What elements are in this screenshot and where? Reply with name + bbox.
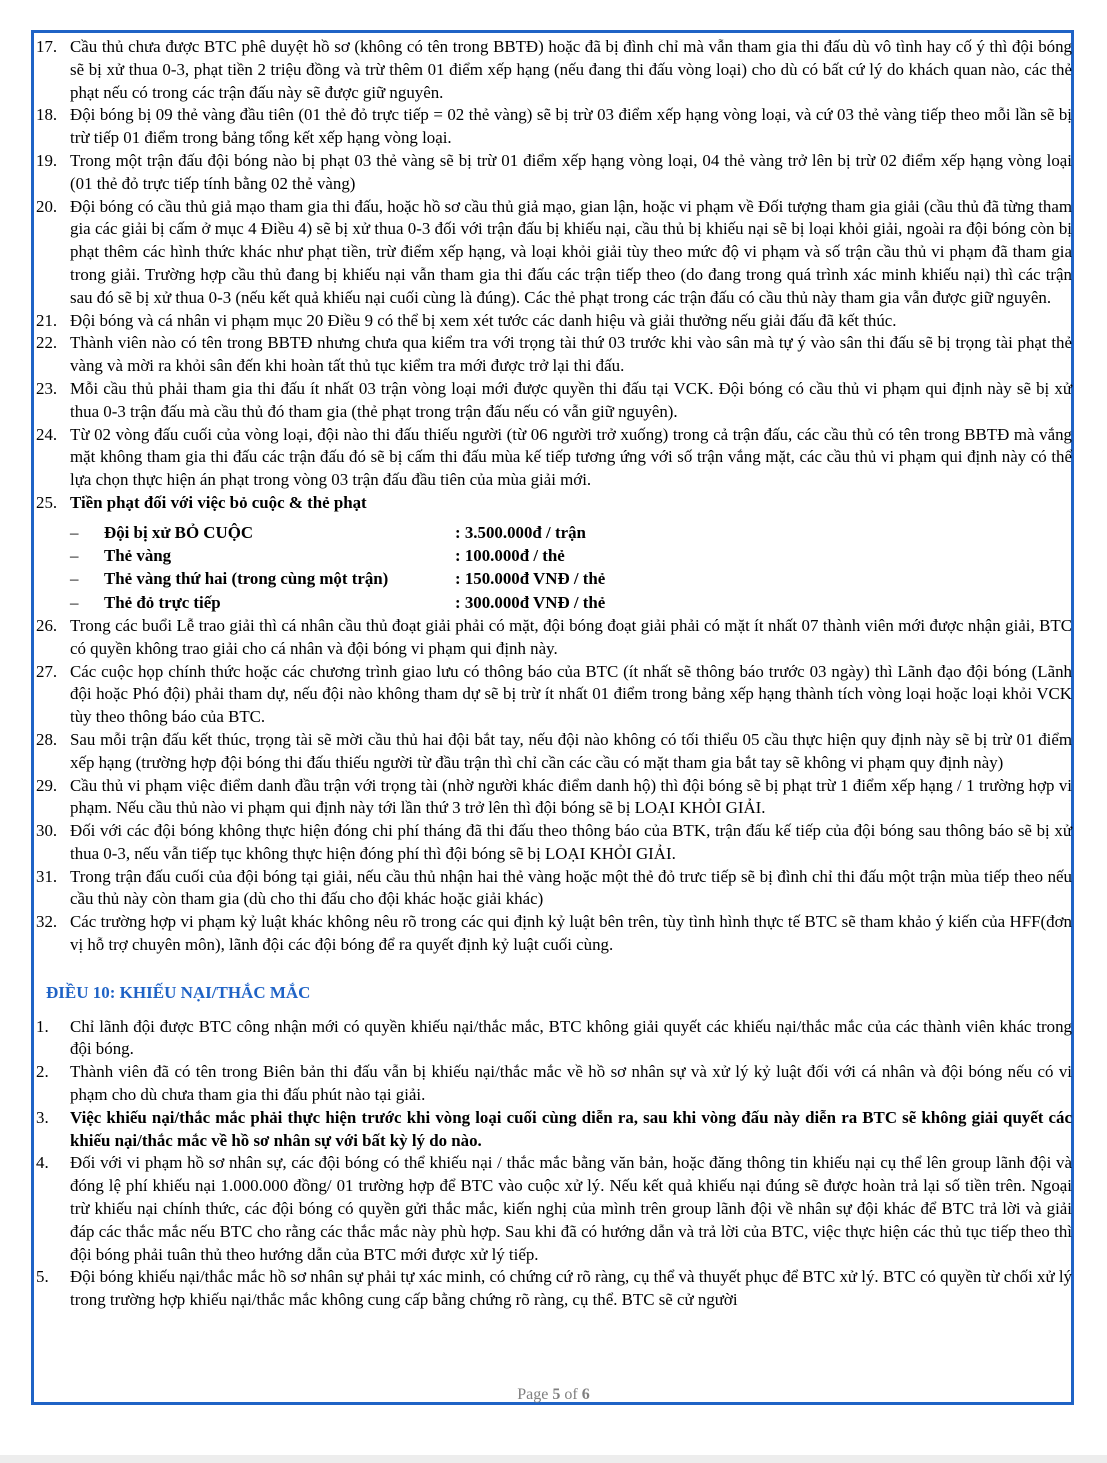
list-item: 19. Trong một trận đấu đội bóng nào bị phạt 03 thẻ vàng sẽ bị trừ 01 điểm xếp hạng vòng loại, 04 thẻ vàng trở lên bị trừ 02 điểm xếp hạng vòng loại (01 thẻ đỏ trực tiếp tính bằng 02 thẻ vàng) <box>36 150 1072 193</box>
page-word: Page <box>517 1386 549 1403</box>
list-item: 31. Trong trận đấu cuối của đội bóng tại giải, nếu cầu thủ nhận hai thẻ vàng hoặc một thẻ đỏ trưc tiếp sẽ bị đình chỉ thi đấu một trận mùa tiếp theo nếu cầu thủ này còn tham gia (dù cho thi đấu cho đội khác hoặc giải khác) <box>36 866 1072 909</box>
list-item: 30. Đối với các đội bóng không thực hiện đóng chi phí tháng đã thi đấu theo thông báo của BTK, trận đấu kế tiếp của đội bóng sau thông báo sẽ bị xử thua 0-3, nếu vẫn tiếp tục không thực hiện đóng phí thì đội bóng sẽ bị LOẠI KHỎI GIẢI. <box>36 821 1072 863</box>
list-item: 21. Đội bóng và cá nhân vi phạm mục 20 Điều 9 có thể bị xem xét tước các danh hiệu và giải thưởng nếu giải đấu đã kết thúc. <box>36 310 897 330</box>
list-item: 4. Đối với vi phạm hồ sơ nhân sự, các đội bóng có thể khiếu nại / thắc mắc bằng văn bản, hoặc đăng thông tin khiếu nại cụ thể lên group lãnh đội và đóng lệ phí khiếu nại 1.000.000 đồng/ 01 trường hợp để BTC vào cuộc xử lý. Nếu kết quả khiếu nại đúng sẽ được hoàn trả lại số tiền trên. Ngoại trừ khiếu nại chính thức, các đội bóng có quyền gửi thắc mắc, kiến nghị của mình trên group lãnh đội về nhân sự đội khác để BTC trả lời và giải đáp các thắc mắc nếu BTC cho rằng các thắc mắc này phù hợp. Sau khi đã có hướng dẫn và trả lời của BTC, việc thực hiện các thủ tục tiếp theo thì đội bóng phải tuân thủ theo hướng dẫn của BTC mới được xử lý tiếp. <box>36 1153 1072 1264</box>
list-item: 26. Trong các buổi Lễ trao giải thì cá nhân cầu thủ đoạt giải phải có mặt, đội bóng đoạt giải phải có mặt ít nhất 07 thành viên mới được nhận giải, BTC có quyền không trao giải cho cá nhân và đội bóng vi phạm qui định này. <box>36 615 1072 658</box>
page-total: 6 <box>581 1386 590 1403</box>
fine-row: – Thẻ đỏ trực tiếp : 300.000đ VNĐ / thẻ <box>70 592 606 612</box>
fine-row: – Thẻ vàng thứ hai (trong cùng một trận) : 150.000đ VNĐ / thẻ <box>70 569 606 589</box>
section-heading: ĐIỀU 10: KHIẾU NẠI/THẮC MẮC <box>46 982 311 1002</box>
list-item: 2. Thành viên đã có tên trong Biên bản thi đấu vẫn bị khiếu nại/thắc mắc về hồ sơ nhân sự và xử lý kỷ luật đối với cá nhân và đội bóng nếu có vi phạm cho dù chưa tham gia thi đấu phút nào tại giải. <box>36 1062 1072 1105</box>
rules-list-continued <box>36 615 1072 957</box>
list-item: 1. Chỉ lãnh đội được BTC công nhận mới có quyền khiếu nại/thắc mắc, BTC không giải quyết các khiếu nại/thắc mắc của các thành viên khác trong đội bóng. <box>36 1016 1072 1059</box>
page-footer <box>0 1386 1107 1404</box>
document-body <box>36 36 1072 1312</box>
viewer-bottom-strip <box>0 1455 1107 1463</box>
list-item: 20. Đội bóng có cầu thủ giả mạo tham gia thi đấu, hoặc hồ sơ cầu thủ giả mạo, gian lận, hoặc vi phạm về Đối tượng tham gia giải (cầu thủ đã từng tham gia các giải bị cấm ở mục 4 Điều 4) sẽ bị xử thua 0-3 đối với trận đấu bị khiếu nại, cầu thủ bị khiếu nại sẽ bị loại khỏi giải, ngoài ra đội bóng còn bị phạt thêm các hình thức khác như phạt tiền, trừ điểm xếp hạng, và loại khỏi giải tùy theo mức độ vi phạm và số trận cầu thủ vi phạm đã tham gia trong giải. Trường hợp cầu thủ đang bị khiếu nại vẫn tham gia thi đấu các trận tiếp theo (do đang trong quá trình xác minh khiếu nại) thì các trận sau đó sẽ bị xử thua 0-3 (nếu kết quả khiếu nại cuối cùng là đúng). Các thẻ phạt trong các trận đấu có cầu thủ này tham gia vẫn được giữ nguyên. <box>36 196 1072 307</box>
list-item-fines: 25. Tiền phạt đối với việc bỏ cuộc & thẻ phạt <box>36 492 367 512</box>
rules-list <box>36 36 1072 515</box>
list-item: 5. Đội bóng khiếu nại/thắc mắc hồ sơ nhân sự phải tự xác minh, có chứng cứ rõ ràng, cụ thể và thuyết phục để BTC xử lý. BTC có quyền từ chối xử lý trong trường hợp khiếu nại/thắc mắc không cung cấp bằng chứng rõ ràng, cụ thể. BTC sẽ cử người <box>36 1267 1072 1310</box>
fine-row: – Đội bị xử BỎ CUỘC : 3.500.000đ / trận <box>70 522 586 542</box>
list-item: 29. Cầu thủ vi phạm việc điểm danh đầu trận với trọng tài (nhờ người khác điểm danh hộ) thì đội bóng sẽ bị phạt trừ 1 điểm xếp hạng / 1 trường hợp vi phạm. Nếu cầu thủ nào vi phạm qui định này tới lần thứ 3 trở lên thì đội bóng sẽ bị LOẠI KHỎI GIẢI. <box>36 775 1072 818</box>
fines-list <box>36 522 1072 615</box>
list-item: 17. Cầu thủ chưa được BTC phê duyệt hồ sơ (không có tên trong BBTĐ) hoặc đã bị đình chỉ mà vẫn tham gia thi đấu dù vô tình hay cố ý thì đội bóng sẽ bị xử thua 0-3, phạt tiền 2 triệu đồng và trừ thêm 01 điểm xếp hạng (nếu đang thi đấu vòng loại) cho dù có bất cứ lý do khách quan nào, các thẻ phạt nếu có trong các trận đấu này sẽ được giữ nguyên. <box>36 37 1072 102</box>
list-item: 32. Các trường hợp vi phạm kỷ luật khác không nêu rõ trong các qui định kỷ luật bên trên, tùy tình hình thực tế BTC sẽ tham khảo ý kiến của HFF(đơn vị hỗ trợ chuyên môn), lãnh đội các đội bóng để ra quyết định kỷ luật cuối cùng. <box>36 912 1072 955</box>
list-item: 18. Đội bóng bị 09 thẻ vàng đầu tiên (01 thẻ đỏ trực tiếp = 02 thẻ vàng) sẽ bị trừ 03 điểm xếp hạng vòng loại, và cứ 03 thẻ vàng tiếp theo mỗi lần sẽ bị trừ tiếp 01 điểm trong bảng tổng kết xếp hạng vòng loại. <box>36 105 1072 148</box>
list-item: 28. Sau mỗi trận đấu kết thúc, trọng tài sẽ mời cầu thủ hai đội bắt tay, nếu đội nào không có tối thiểu 05 cầu thực hiện quy định này sẽ bị trừ 01 điểm xếp hạng (trường hợp đội bóng thi đấu thiếu người từ đầu trận thì chỉ cần các cầu có mặt tham gia bắt tay sẽ không vi phạm quy định này) <box>36 729 1072 772</box>
of-word: of <box>564 1386 578 1403</box>
list-item: 22. Thành viên nào có tên trong BBTĐ nhưng chưa qua kiểm tra với trọng tài thứ 03 trước khi vào sân mà tự ý vào sân thi đấu sẽ bị trọng tài phạt thẻ vàng và mời ra khỏi sân đến khi hoàn tất thủ tục kiểm tra mới được trở lại thi đấu. <box>36 333 1072 376</box>
fine-row: – Thẻ vàng : 100.000đ / thẻ <box>70 546 565 566</box>
page-number: 5 <box>552 1386 561 1403</box>
list-item-emphasized: 3. Việc khiếu nại/thắc mắc phải thực hiện trước khi vòng loại cuối cùng diễn ra, sau khi vòng đấu này diễn ra BTC sẽ không giải quyết các khiếu nại/thắc mắc về hồ sơ nhân sự với bất kỳ lý do nào. <box>36 1107 1072 1150</box>
list-item: 23. Mỗi cầu thủ phải tham gia thi đấu ít nhất 03 trận vòng loại mới được quyền thi đấu tại VCK. Đội bóng có cầu thủ vi phạm qui định này sẽ bị xử thua 0-3 trận đấu mà cầu thủ đó tham gia (thẻ phạt trong trận đấu nếu có vẫn giữ nguyên). <box>36 378 1072 421</box>
list-item: 24. Từ 02 vòng đấu cuối của vòng loại, đội nào thi đấu thiếu người (từ 06 người trở xuống) trong cả trận đấu, các cầu thủ có tên trong BBTĐ mà vắng mặt không tham gia thi đấu các trận đấu đó sẽ bị cấm thi đấu mùa kế tiếp tương ứng với số trận vắng mặt, các cầu thủ vi phạm qui định này có thể lựa chọn thực hiện án phạt trong vòng 03 trận đấu đầu tiên của mùa giải mới. <box>36 424 1072 490</box>
complaints-list <box>36 1016 1072 1312</box>
list-item: 27. Các cuộc họp chính thức hoặc các chương trình giao lưu có thông báo của BTC (ít nhất sẽ thông báo trước 03 ngày) thì Lãnh đạo đội bóng (Lãnh đội hoặc Phó đội) phải tham dự, nếu đội nào không tham dự sẽ bị trừ ít nhất 01 điểm trong bảng xếp hạng thành tích vòng loại hoặc loại khỏi VCK tùy theo thông báo của BTC. <box>36 661 1072 727</box>
